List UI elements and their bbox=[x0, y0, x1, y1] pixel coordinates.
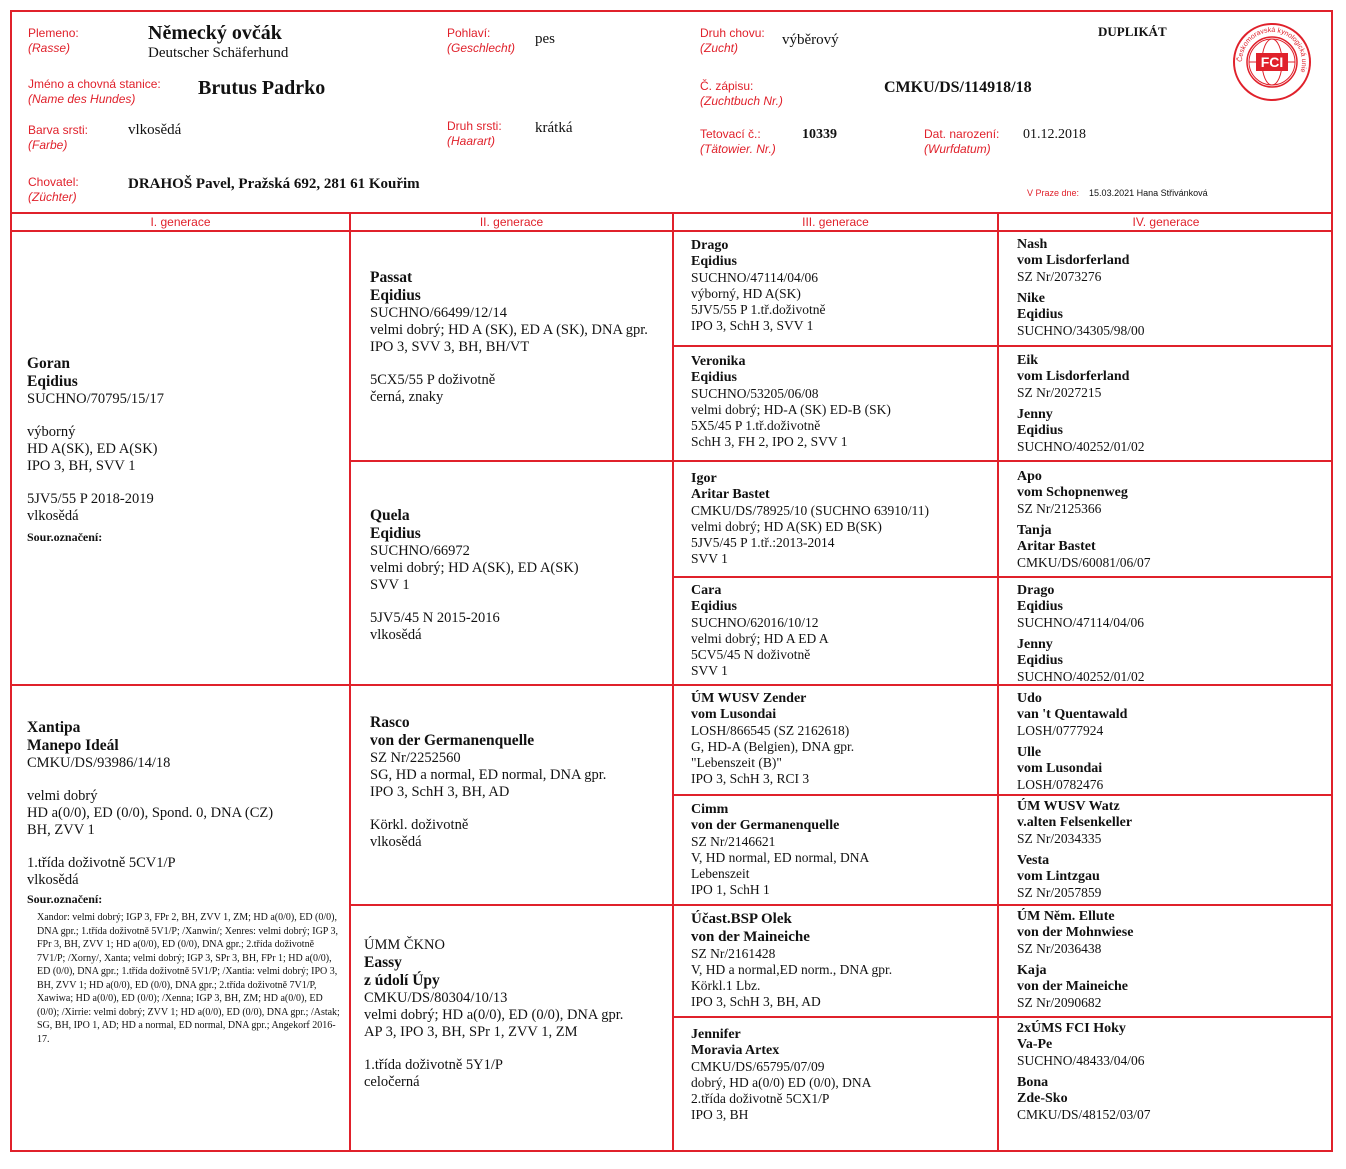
ancestor-name: Jenny bbox=[1017, 637, 1053, 652]
ancestor-name: Vesta bbox=[1017, 853, 1050, 868]
ancestor-gen3 bbox=[691, 354, 991, 450]
ancestor-name: ÚM WUSV Zender bbox=[691, 691, 807, 706]
ancestor-name: Eik bbox=[1017, 353, 1039, 368]
ancestor-kennel: Manepo Ideál bbox=[27, 737, 119, 754]
coat-color-value: vlkosědá bbox=[128, 122, 182, 138]
ancestor-reg: SZ Nr/2090682 bbox=[1017, 995, 1102, 1010]
row-divider bbox=[349, 904, 1333, 906]
ancestor-reg: SZ Nr/2027215 bbox=[1017, 385, 1102, 400]
ancestor-kennel: Eqidius bbox=[1017, 307, 1063, 322]
ancestor-detail: SUCHNO/66972 bbox=[370, 543, 470, 559]
dog-name: Brutus Padrko bbox=[198, 77, 326, 99]
ancestor-gen4-pair bbox=[1017, 1021, 1327, 1123]
sex-label: Pohlaví: (Geschlecht) bbox=[447, 26, 516, 55]
ancestor-detail: 5JV5/45 P 1.tř.:2013-2014 bbox=[691, 535, 835, 550]
ancestor-detail: velmi dobrý bbox=[27, 788, 98, 804]
ancestor-detail: IPO 3, BH, SVV 1 bbox=[27, 458, 136, 474]
ancestor-detail: 5X5/45 P 1.tř.doživotně bbox=[691, 418, 821, 433]
ancestor-kennel: vom Lisdorferland bbox=[1017, 253, 1130, 268]
ancestor-reg: SZ Nr/2125366 bbox=[1017, 501, 1102, 516]
ancestor-reg: SZ Nr/2073276 bbox=[1017, 269, 1102, 284]
ancestor-gen4-pair bbox=[1017, 909, 1327, 1011]
birth-label: Dat. narození: (Wurfdatum) bbox=[924, 127, 1000, 156]
sex-value: pes bbox=[535, 31, 555, 47]
ancestor-gen4-pair bbox=[1017, 583, 1327, 685]
ancestor-name: Ulle bbox=[1017, 745, 1042, 760]
ancestor-detail: CMKU/DS/78925/10 (SUCHNO 63910/11) bbox=[691, 503, 930, 518]
row-divider bbox=[672, 794, 1333, 796]
ancestor-gen3 bbox=[691, 802, 991, 898]
ancestor-name: Nash bbox=[1017, 237, 1048, 252]
ancestor-name: Drago bbox=[691, 238, 729, 253]
ancestor-name: Bona bbox=[1017, 1075, 1049, 1090]
ancestor-detail: vlkosědá bbox=[27, 872, 79, 888]
ancestor-reg: CMKU/DS/60081/06/07 bbox=[1017, 555, 1151, 570]
ancestor-detail: IPO 3, SchH 3, SVV 1 bbox=[691, 318, 814, 333]
ancestor-detail: Körkl.1 Lbz. bbox=[691, 978, 761, 993]
ancestor-detail: G, HD-A (Belgien), DNA gpr. bbox=[691, 739, 855, 754]
ancestor-gen4-pair bbox=[1017, 353, 1327, 455]
ancestor-detail: SVV 1 bbox=[691, 551, 728, 566]
birth-value: 01.12.2018 bbox=[1023, 127, 1086, 142]
ancestor-reg: LOSH/0777924 bbox=[1017, 723, 1104, 738]
ancestor-detail: výborný bbox=[27, 424, 76, 440]
ancestor-detail: AP 3, IPO 3, BH, SPr 1, ZVV 1, ZM bbox=[364, 1024, 578, 1040]
ancestor-reg: SZ Nr/2036438 bbox=[1017, 941, 1102, 956]
ancestor-kennel: Eqidius bbox=[370, 287, 421, 304]
ancestor-kennel: Eqidius bbox=[691, 370, 737, 385]
tattoo-value: 10339 bbox=[802, 127, 837, 142]
ancestor-name: Veronika bbox=[691, 354, 746, 369]
ancestor-detail: CMKU/DS/65795/07/09 bbox=[691, 1059, 825, 1074]
ancestor-name: Eassy bbox=[364, 954, 402, 971]
ancestor-detail: velmi dobrý; HD A (SK), ED A (SK), DNA gpr. bbox=[370, 322, 648, 338]
reg-label: Č. zápisu: (Zuchtbuch Nr.) bbox=[700, 79, 783, 108]
marks-label: Sour.označení: bbox=[27, 892, 103, 906]
ancestor-detail: 1.třída doživotně 5CV1/P bbox=[27, 855, 176, 871]
ancestor-detail: 5JV5/55 P 1.tř.doživotně bbox=[691, 302, 826, 317]
ancestor-reg: SUCHNO/34305/98/00 bbox=[1017, 323, 1145, 338]
ancestor-gen3 bbox=[691, 238, 991, 334]
tattoo-label: Tetovací č.: (Tätowier. Nr.) bbox=[700, 127, 776, 156]
ancestor-kennel: Eqidius bbox=[691, 599, 737, 614]
ancestor-detail: velmi dobrý; HD A(SK) ED B(SK) bbox=[691, 519, 882, 534]
ancestor-detail: vlkosědá bbox=[27, 508, 79, 524]
breed-name-de: Deutscher Schäferhund bbox=[148, 45, 289, 61]
ancestor-reg: SUCHNO/47114/04/06 bbox=[1017, 615, 1145, 630]
ancestor-detail: SUCHNO/62016/10/12 bbox=[691, 615, 819, 630]
ancestor-name: Rasco bbox=[370, 714, 410, 731]
ancestor-gen2 bbox=[370, 714, 665, 851]
ancestor-detail: velmi dobrý; HD A ED A bbox=[691, 631, 829, 646]
ancestor-detail: 5CV5/45 N doživotně bbox=[691, 647, 811, 662]
breeding-value: výběrový bbox=[782, 32, 839, 48]
ancestor-kennel: Eqidius bbox=[27, 373, 78, 390]
ancestor-kennel: vom Lusondai bbox=[1017, 761, 1103, 776]
ancestor-detail: 5JV5/55 P 2018-2019 bbox=[27, 491, 154, 507]
ancestor-detail: V, HD normal, ED normal, DNA bbox=[691, 850, 870, 865]
ancestor-kennel: von der Mohnwiese bbox=[1017, 925, 1134, 940]
ancestor-kennel: Moravia Artex bbox=[691, 1043, 780, 1058]
ancestor-detail: SVV 1 bbox=[691, 663, 728, 678]
column-divider bbox=[349, 212, 351, 1152]
ancestor-kennel: van 't Quentawald bbox=[1017, 707, 1128, 722]
ancestor-detail: SchH 3, FH 2, IPO 2, SVV 1 bbox=[691, 434, 848, 449]
ancestor-gen2 bbox=[364, 937, 664, 1091]
column-divider bbox=[672, 212, 674, 1152]
ancestor-detail: SUCHNO/53205/06/08 bbox=[691, 386, 819, 401]
ancestor-detail: SZ Nr/2252560 bbox=[370, 750, 461, 766]
ancestor-reg: LOSH/0782476 bbox=[1017, 777, 1104, 792]
reg-number: CMKU/DS/114918/18 bbox=[884, 79, 1032, 96]
ancestor-detail: Lebenszeit bbox=[691, 866, 750, 881]
generation-header-4: IV. generace bbox=[1132, 215, 1200, 229]
ancestor-gen2 bbox=[370, 269, 665, 406]
ancestor-reg: SZ Nr/2034335 bbox=[1017, 831, 1102, 846]
ancestor-kennel: Eqidius bbox=[1017, 653, 1063, 668]
svg-text:FCI: FCI bbox=[1260, 54, 1284, 70]
ancestor-gen3 bbox=[691, 910, 991, 1010]
ancestor-detail: "Lebenszeit (B)" bbox=[691, 755, 782, 770]
ancestor-name: Xantipa bbox=[27, 719, 81, 736]
ancestor-gen2 bbox=[370, 507, 665, 644]
ancestor-name: Nike bbox=[1017, 291, 1045, 306]
ancestor-name: Tanja bbox=[1017, 523, 1052, 538]
ancestor-name: Udo bbox=[1017, 691, 1042, 706]
ancestor-gen4-pair bbox=[1017, 799, 1327, 901]
ancestor-detail: IPO 3, BH bbox=[691, 1107, 749, 1122]
ancestor-detail: 1.třída doživotně 5Y1/P bbox=[364, 1057, 503, 1073]
ancestor-detail: celočerná bbox=[364, 1074, 420, 1090]
ancestor-detail: velmi dobrý; HD a(0/0), ED (0/0), DNA gpr. bbox=[364, 1007, 624, 1023]
ancestor-detail: SUCHNO/66499/12/14 bbox=[370, 305, 507, 321]
ancestor-gen3 bbox=[691, 471, 991, 567]
ancestor-detail: CMKU/DS/80304/10/13 bbox=[364, 990, 508, 1006]
ancestor-gen4-pair bbox=[1017, 691, 1327, 793]
ancestor-reg: SUCHNO/48433/04/06 bbox=[1017, 1053, 1145, 1068]
ancestor-gen3 bbox=[691, 1027, 991, 1123]
ancestor-detail: SVV 1 bbox=[370, 577, 410, 593]
ancestor-detail: 5JV5/45 N 2015-2016 bbox=[370, 610, 500, 626]
ancestor-name: Passat bbox=[370, 269, 413, 286]
generation-header-3: III. generace bbox=[802, 215, 869, 229]
ancestor-kennel: vom Lintzgau bbox=[1017, 869, 1100, 884]
breed-label: Plemeno: (Rasse) bbox=[28, 26, 79, 55]
column-divider bbox=[997, 212, 999, 1152]
row-divider bbox=[672, 345, 1333, 347]
ancestor-kennel: von der Maineiche bbox=[691, 929, 810, 945]
ancestor-kennel: Eqidius bbox=[691, 254, 737, 269]
svg-text:Českomoravská kynologická unie: Českomoravská kynologická unie bbox=[1236, 26, 1308, 74]
ancestor-detail: SUCHNO/70795/15/17 bbox=[27, 391, 164, 407]
dog-name-label: Jméno a chovná stanice: (Name des Hundes) bbox=[28, 77, 161, 106]
ancestor-gen4-pair bbox=[1017, 237, 1327, 339]
generation-header-1: I. generace bbox=[150, 215, 211, 229]
coat-type-label: Druh srsti: (Haarart) bbox=[447, 119, 502, 148]
ancestor-detail: CMKU/DS/93986/14/18 bbox=[27, 755, 171, 771]
ancestor-detail: dobrý, HD a(0/0) ED (0/0), DNA bbox=[691, 1075, 872, 1090]
coat-color-label: Barva srsti: (Farbe) bbox=[28, 123, 89, 152]
ancestor-name: Cimm bbox=[691, 802, 729, 817]
ancestor-detail: HD A(SK), ED A(SK) bbox=[27, 441, 158, 457]
ancestor-detail: LOSH/866545 (SZ 2162618) bbox=[691, 723, 850, 738]
ancestor-gen4-pair bbox=[1017, 469, 1327, 571]
duplicate-mark: DUPLIKÁT bbox=[1098, 24, 1167, 39]
ancestor-detail: BH, ZVV 1 bbox=[27, 822, 95, 838]
breed-name: Německý ovčák bbox=[148, 22, 282, 44]
ancestor-detail: velmi dobrý; HD-A (SK) ED-B (SK) bbox=[691, 402, 891, 417]
coat-type-value: krátká bbox=[535, 120, 573, 136]
row-divider bbox=[672, 1016, 1333, 1018]
ancestor-kennel: v.alten Felsenkeller bbox=[1017, 815, 1133, 830]
ancestor-kennel: z údolí Úpy bbox=[364, 972, 440, 989]
ancestor-reg: SZ Nr/2057859 bbox=[1017, 885, 1102, 900]
ancestor-gen3 bbox=[691, 583, 991, 679]
row-divider bbox=[672, 576, 1333, 578]
ancestor-kennel: vom Lusondai bbox=[691, 707, 777, 722]
ancestor-name: Cara bbox=[691, 583, 722, 598]
ancestor-name: 2xÚMS FCI Hoky bbox=[1017, 1021, 1126, 1036]
ancestor-detail: IPO 1, SchH 1 bbox=[691, 882, 770, 897]
ancestor-name: Jenny bbox=[1017, 407, 1053, 422]
ancestor-name: Igor bbox=[691, 471, 717, 486]
ancestor-detail: IPO 3, SchH 3, BH, AD bbox=[370, 784, 510, 800]
ancestor-detail: SZ Nr/2161428 bbox=[691, 946, 776, 961]
ancestor-kennel: Va-Pe bbox=[1017, 1037, 1053, 1052]
ancestor-kennel: von der Germanenquelle bbox=[691, 818, 840, 833]
ancestor-detail: Körkl. doživotně bbox=[370, 817, 469, 833]
ancestor-kennel: Eqidius bbox=[1017, 599, 1063, 614]
ancestor-kennel: Zde-Sko bbox=[1017, 1091, 1068, 1106]
ancestor-detail: SG, HD a normal, ED normal, DNA gpr. bbox=[370, 767, 607, 783]
ancestor-detail: HD a(0/0), ED (0/0), Spond. 0, DNA (CZ) bbox=[27, 805, 274, 821]
ancestor-reg: SUCHNO/40252/01/02 bbox=[1017, 439, 1145, 454]
ancestor-dam bbox=[27, 719, 342, 1046]
ancestor-name: Quela bbox=[370, 507, 410, 524]
marks-label: Sour.označení: bbox=[27, 530, 103, 544]
generation-header-2: II. generace bbox=[479, 215, 544, 229]
ancestor-reg: SUCHNO/40252/01/02 bbox=[1017, 669, 1145, 684]
ancestor-sire bbox=[27, 355, 342, 545]
issued-line: V Praze dne: 15.03.2021 Hana Střivánková bbox=[1027, 188, 1208, 198]
ancestor-name: Goran bbox=[27, 355, 71, 372]
ancestor-detail: IPO 3, SchH 3, RCI 3 bbox=[691, 771, 810, 786]
ancestor-detail: velmi dobrý; HD A(SK), ED A(SK) bbox=[370, 560, 579, 576]
ancestor-kennel: Eqidius bbox=[370, 525, 421, 542]
row-divider bbox=[349, 460, 1333, 462]
ancestor-detail: výborný, HD A(SK) bbox=[691, 286, 801, 301]
marks-text: Xandor: velmi dobrý; IGP 3, FPr 2, BH, ZVV 1, ZM; HD a(0/0), ED (0/0), DNA gpr.; 1.třída doživotně 5V1/P; /Xanwin/; Xenres: velmi dobrý; IGP 3, FPr 3, BH, ZVV 1; HD a(0/0), ED (0/0), DNA gpr.; 2.třída doživotně 7V1/P; /Xorny/, Xanta; velmi dobrý; IGP 3, SPr 3, BH, FPr 1; HD a(0/0), ED (0/0), DNA gpr.; 1.třída doživotně 5V1/P; /Xantia: velmi dobrý; IPO 3, BH, ZVV 1; HD a(0/0), ED (0/0), DNA gpr.; 2.třída doživotně 7V1/P, Xawiwa; HD a(0/0), ED (0/0); /Xenna; IGP 3, BH, ZM; HD a(0/0), ED (0/0); /Xirrie: velmi dobrý; ZVV 1; HD a(0/0), ED (0/0), DNA gpr.; /Astak; SG, BH, IPO 1, AD; HD a normal, ED normal, DNA gpr.; Angekorf 2016-17. bbox=[37, 912, 340, 1045]
ancestor-detail: 5CX5/55 P doživotně bbox=[370, 372, 496, 388]
ancestor-kennel: von der Germanenquelle bbox=[370, 732, 535, 749]
fci-stamp-icon bbox=[1232, 22, 1312, 102]
ancestor-title: ÚMM ČKNO bbox=[364, 937, 445, 953]
ancestor-name: Účast.BSP Olek bbox=[691, 911, 792, 927]
ancestor-detail: V, HD a normal,ED norm., DNA gpr. bbox=[691, 962, 893, 977]
ancestor-detail: SZ Nr/2146621 bbox=[691, 834, 776, 849]
ancestor-detail: vlkosědá bbox=[370, 627, 422, 643]
ancestor-kennel: von der Maineiche bbox=[1017, 979, 1128, 994]
ancestor-kennel: Aritar Bastet bbox=[1017, 539, 1096, 554]
ancestor-name: Kaja bbox=[1017, 963, 1047, 978]
ancestor-gen3 bbox=[691, 691, 991, 787]
ancestor-name: Apo bbox=[1017, 469, 1042, 484]
ancestor-detail: IPO 3, SVV 3, BH, BH/VT bbox=[370, 339, 530, 355]
ancestor-name: Jennifer bbox=[691, 1027, 741, 1042]
ancestor-kennel: Eqidius bbox=[1017, 423, 1063, 438]
breeder-value: DRAHOŠ Pavel, Pražská 692, 281 61 Kouřim bbox=[128, 176, 420, 192]
ancestor-detail: vlkosědá bbox=[370, 834, 422, 850]
ancestor-name: Drago bbox=[1017, 583, 1055, 598]
ancestor-name: ÚM Něm. Ellute bbox=[1017, 909, 1115, 924]
ancestor-kennel: Aritar Bastet bbox=[691, 487, 770, 502]
ancestor-name: ÚM WUSV Watz bbox=[1017, 799, 1120, 814]
ancestor-detail: IPO 3, SchH 3, BH, AD bbox=[691, 994, 821, 1009]
breeder-label: Chovatel: (Züchter) bbox=[28, 175, 79, 204]
breeding-label: Druh chovu: (Zucht) bbox=[700, 26, 765, 55]
ancestor-detail: 2.třída doživotně 5CX1/P bbox=[691, 1091, 830, 1106]
ancestor-kennel: vom Schopnenweg bbox=[1017, 485, 1128, 500]
ancestor-detail: černá, znaky bbox=[370, 389, 444, 405]
ancestor-detail: SUCHNO/47114/04/06 bbox=[691, 270, 819, 285]
ancestor-kennel: vom Lisdorferland bbox=[1017, 369, 1130, 384]
ancestor-reg: CMKU/DS/48152/03/07 bbox=[1017, 1107, 1151, 1122]
